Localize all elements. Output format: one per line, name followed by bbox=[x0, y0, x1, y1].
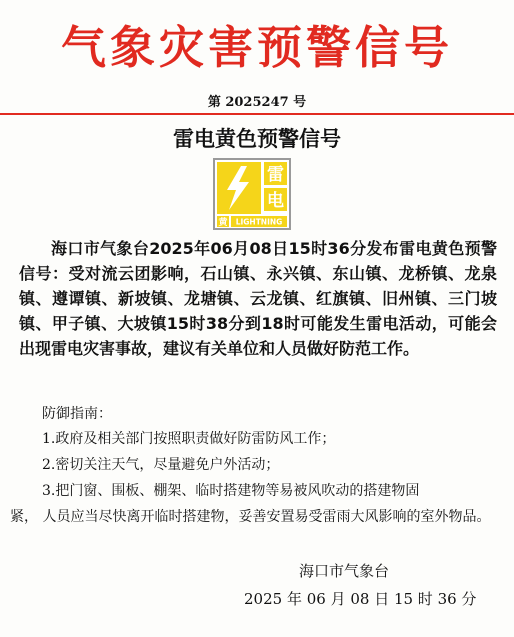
document-number: 第 2025247 号 bbox=[207, 95, 307, 110]
guide-item-3-continuation: 紧， 人员应当尽快离开临时搭建物，妥善安置易受雷雨大风影响的室外物品。 bbox=[10, 509, 491, 525]
icon-english-label: LIGHTNING bbox=[235, 217, 283, 227]
guide-heading: 防御指南： bbox=[42, 406, 112, 422]
warning-body-text: 海口市气象台2025年06月08日15时36分发布雷电黄色预警信号：受对流云团影响，石山镇、永兴镇、东山镇、龙桥镇、龙泉镇、遵谭镇、新坡镇、龙塘镇、云龙镇、红旗镇、旧州镇、三门坡镇、甲子镇、大坡镇15时38分到18时可能发生雷电活动，可能会出现雷电灾害事故，建议有关单位和人员做好防范工作。 bbox=[19, 239, 497, 358]
signature-time: 2025 年 06 月 08 日 15 时 36 分 bbox=[244, 590, 477, 608]
guide-item-2: 2.密切关注天气，尽量避免户外活动； bbox=[42, 457, 280, 473]
guide-item-3-line1: 3.把门窗、围板、棚架、临时搭建物等易被风吹动的搭建物固 bbox=[42, 483, 420, 499]
guide-item-3 bbox=[10, 478, 494, 530]
red-divider bbox=[0, 113, 514, 115]
lightning-yellow-warning-icon bbox=[213, 158, 291, 230]
guide-item-1: 1.政府及相关部门按照职责做好防雷防风工作； bbox=[42, 431, 336, 447]
signature-org: 海口市气象台 bbox=[299, 562, 390, 580]
icon-char-bottom: 电 bbox=[267, 191, 284, 211]
document-title: 气象灾害预警信号 bbox=[60, 21, 453, 74]
icon-color-char: 黄 bbox=[218, 218, 228, 228]
warning-subtitle: 雷电黄色预警信号 bbox=[173, 127, 341, 151]
icon-char-top: 雷 bbox=[267, 165, 284, 185]
